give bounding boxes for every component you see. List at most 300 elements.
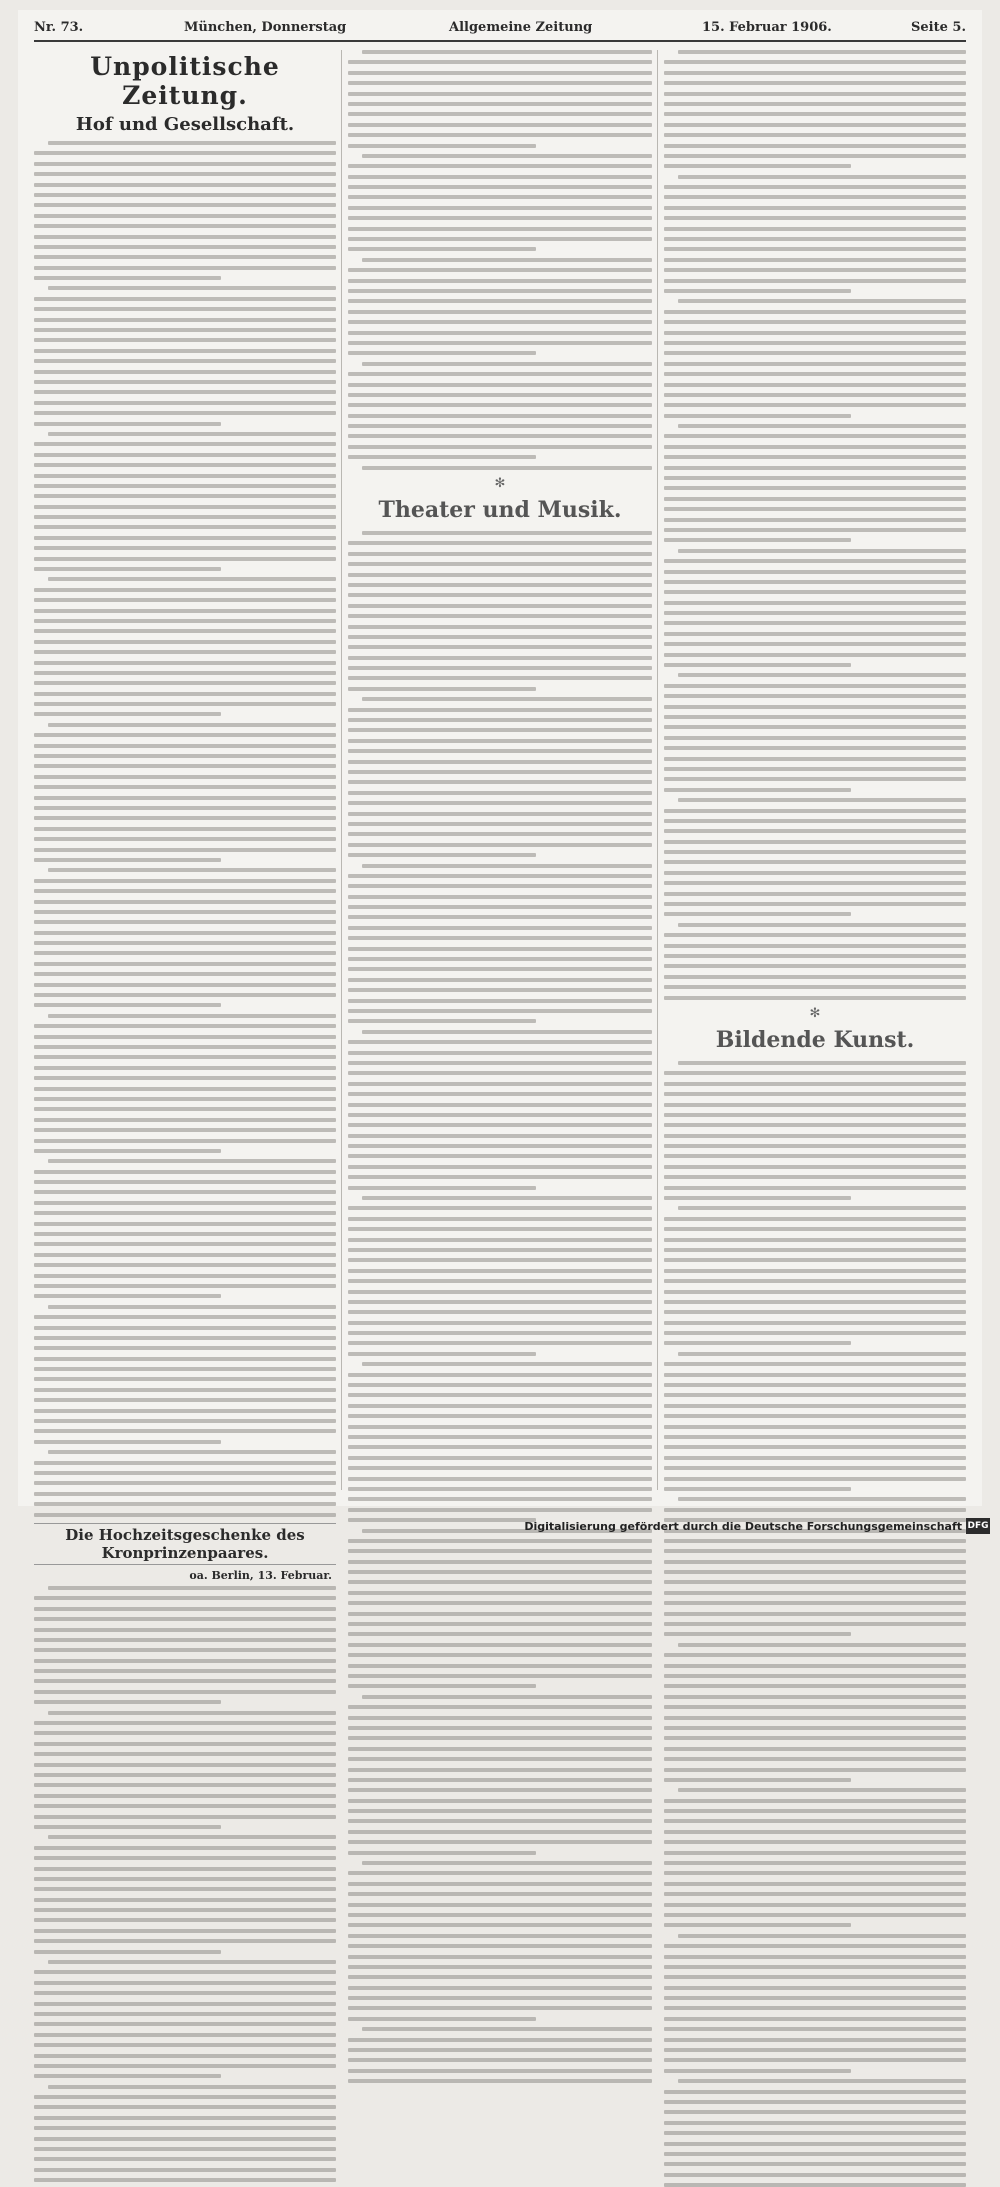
text-line <box>348 936 652 940</box>
text-line <box>664 570 966 574</box>
text-line <box>664 1487 851 1491</box>
text-line <box>664 1196 851 1200</box>
text-line <box>664 372 966 376</box>
text-line <box>348 1352 536 1356</box>
text-line <box>348 1892 652 1896</box>
text-line <box>664 1819 966 1823</box>
text-line <box>348 1684 536 1688</box>
text-line <box>34 671 336 675</box>
text-line <box>664 725 966 729</box>
text-line <box>664 829 966 833</box>
text-line <box>348 884 652 888</box>
text-line <box>664 1466 966 1470</box>
text-line <box>664 1425 966 1429</box>
text-line <box>664 1903 966 1907</box>
text-line <box>664 1175 966 1179</box>
text-line <box>348 393 652 397</box>
text-line <box>34 1628 336 1632</box>
text-line <box>664 403 966 407</box>
text-line <box>348 1487 652 1491</box>
article-body <box>348 531 652 2083</box>
text-line <box>664 1248 966 1252</box>
text-line <box>348 832 652 836</box>
text-line <box>348 1435 652 1439</box>
text-line <box>348 1809 652 1813</box>
text-line <box>348 760 652 764</box>
text-line <box>664 538 851 542</box>
text-line <box>664 819 966 823</box>
text-line <box>34 588 336 592</box>
text-line <box>34 2095 336 2099</box>
text-line <box>664 1321 966 1325</box>
text-line <box>678 1497 966 1501</box>
text-line <box>664 268 966 272</box>
text-line <box>348 1238 652 1242</box>
text-line <box>34 1794 336 1798</box>
text-line <box>348 1664 652 1668</box>
text-line <box>348 1310 652 1314</box>
dateline: oa. Berlin, 13. Februar. <box>189 1568 332 1582</box>
text-line <box>348 1227 652 1231</box>
text-line <box>34 266 336 270</box>
text-line <box>34 474 336 478</box>
text-line <box>348 445 652 449</box>
text-line <box>664 559 966 563</box>
text-line <box>348 268 652 272</box>
text-line <box>34 505 336 509</box>
text-line <box>48 1014 336 1018</box>
text-line <box>34 349 336 353</box>
text-line <box>348 1186 536 1190</box>
text-line <box>664 2183 966 2187</box>
text-line <box>664 1269 966 1273</box>
text-line <box>34 1804 336 1808</box>
text-line <box>34 650 336 654</box>
text-line <box>664 455 966 459</box>
text-line <box>348 656 652 660</box>
place-day: München, Donnerstag <box>184 20 347 35</box>
text-line <box>348 2079 652 2083</box>
text-line <box>664 2162 966 2166</box>
text-line <box>34 1513 336 1517</box>
text-line <box>348 1497 652 1501</box>
text-line <box>348 728 652 732</box>
text-line <box>348 1851 536 1855</box>
text-line <box>34 806 336 810</box>
text-line <box>664 902 966 906</box>
text-line <box>48 1450 336 1454</box>
text-line <box>664 860 966 864</box>
text-line <box>664 601 966 605</box>
text-line <box>664 1622 966 1626</box>
text-line <box>34 380 336 384</box>
text-line <box>664 195 966 199</box>
text-line <box>34 951 336 955</box>
text-line <box>664 1414 966 1418</box>
text-line <box>34 1201 336 1205</box>
text-line <box>362 697 652 701</box>
text-line <box>34 1139 336 1143</box>
column-rule <box>657 50 658 1490</box>
text-line <box>664 258 966 262</box>
text-line <box>664 1383 966 1387</box>
text-line <box>664 2152 966 2156</box>
text-line <box>664 1331 966 1335</box>
text-line <box>678 175 966 179</box>
text-line <box>34 2178 336 2182</box>
text-line <box>34 764 336 768</box>
text-line <box>348 999 652 1003</box>
text-line <box>348 604 652 608</box>
text-line <box>34 1815 336 1819</box>
article-body <box>34 141 336 1517</box>
text-line <box>348 289 652 293</box>
text-line <box>664 362 966 366</box>
text-line <box>348 1944 652 1948</box>
text-line <box>34 1461 336 1465</box>
text-line <box>34 1679 336 1683</box>
text-line <box>34 1222 336 1226</box>
text-line <box>664 1955 966 1959</box>
text-line <box>348 455 536 459</box>
text-line <box>664 2090 966 2094</box>
text-line <box>664 289 851 293</box>
text-line <box>34 1149 221 1153</box>
text-line <box>34 1721 336 1725</box>
text-line <box>48 1586 336 1590</box>
text-line <box>348 1383 652 1387</box>
text-line <box>678 299 966 303</box>
text-line <box>34 2002 336 2006</box>
text-line <box>48 1711 336 1715</box>
text-line <box>348 1788 652 1792</box>
text-line <box>664 590 966 594</box>
column-3 <box>664 50 966 1490</box>
text-line <box>664 1227 966 1231</box>
text-line <box>664 871 966 875</box>
text-line <box>348 1955 652 1959</box>
text-line <box>48 1159 336 1163</box>
text-line <box>362 2027 652 2031</box>
text-line <box>348 1674 652 1678</box>
text-line <box>664 975 966 979</box>
text-line <box>348 905 652 909</box>
text-line <box>664 1445 966 1449</box>
article-body <box>34 1586 336 2182</box>
running-header <box>34 16 966 42</box>
text-line <box>678 1934 966 1938</box>
text-line <box>348 1549 652 1553</box>
text-line <box>34 1773 336 1777</box>
text-line <box>348 310 652 314</box>
text-line <box>664 944 966 948</box>
subsection-title: Hof und Gesellschaft. <box>75 114 295 135</box>
text-line <box>348 1975 652 1979</box>
text-line <box>664 809 966 813</box>
text-line <box>664 434 966 438</box>
text-line <box>664 2058 966 2062</box>
text-line <box>664 351 966 355</box>
text-line <box>678 2079 966 2083</box>
text-line <box>664 1217 966 1221</box>
text-line <box>348 1082 652 1086</box>
text-line <box>34 1440 221 1444</box>
text-line <box>664 1892 966 1896</box>
text-line <box>664 1549 966 1553</box>
text-line <box>348 1622 652 1626</box>
text-line <box>664 1757 966 1761</box>
text-line <box>34 816 336 820</box>
text-line <box>34 1638 336 1642</box>
text-line <box>34 276 221 280</box>
text-line <box>34 214 336 218</box>
text-line <box>348 1840 652 1844</box>
text-line <box>664 642 966 646</box>
text-line <box>348 593 652 597</box>
text-line <box>664 1341 851 1345</box>
text-line <box>34 2074 221 2078</box>
text-line <box>664 1477 966 1481</box>
text-line <box>34 1419 336 1423</box>
text-line <box>664 1632 851 1636</box>
text-line <box>34 1825 221 1829</box>
text-line <box>664 1768 966 1772</box>
text-line <box>664 2121 966 2125</box>
text-line <box>348 1269 652 1273</box>
text-line <box>348 2017 536 2021</box>
text-line <box>34 1783 336 1787</box>
text-line <box>664 2131 966 2135</box>
text-line <box>34 2157 336 2161</box>
text-line <box>34 536 336 540</box>
text-line <box>664 2100 966 2104</box>
text-line <box>34 910 336 914</box>
text-line <box>348 1154 652 1158</box>
text-line <box>664 331 966 335</box>
text-line <box>34 484 336 488</box>
text-line <box>664 757 966 761</box>
text-line <box>34 744 336 748</box>
text-line <box>664 1716 966 1720</box>
text-line <box>348 60 652 64</box>
text-line <box>34 775 336 779</box>
text-line <box>348 967 652 971</box>
text-line <box>34 920 336 924</box>
text-line <box>664 1539 966 1543</box>
text-line <box>348 102 652 106</box>
text-line <box>34 2033 336 2037</box>
text-line <box>348 71 652 75</box>
text-line <box>664 1684 966 1688</box>
text-line <box>664 310 966 314</box>
text-line <box>664 611 966 615</box>
text-line <box>348 1040 652 1044</box>
text-line <box>664 102 966 106</box>
text-line <box>348 133 652 137</box>
text-line <box>664 777 966 781</box>
text-line <box>664 881 966 885</box>
text-line <box>664 1653 966 1657</box>
text-line <box>664 2173 966 2177</box>
text-line <box>664 746 966 750</box>
text-line <box>664 694 966 698</box>
text-line <box>34 1232 336 1236</box>
text-line <box>48 868 336 872</box>
text-line <box>664 2017 966 2021</box>
text-line <box>34 2043 336 2047</box>
text-line <box>34 629 336 633</box>
text-line <box>664 1362 966 1366</box>
text-line <box>362 864 652 868</box>
text-line <box>348 341 652 345</box>
text-line <box>34 1253 336 1257</box>
text-line <box>34 1690 336 1694</box>
text-line <box>664 705 966 709</box>
text-line <box>34 1024 336 1028</box>
text-line <box>348 1258 652 1262</box>
text-line <box>34 692 336 696</box>
text-line <box>348 1061 652 1065</box>
text-line <box>348 279 652 283</box>
text-line <box>664 1456 966 1460</box>
text-line <box>664 933 966 937</box>
text-line <box>348 1404 652 1408</box>
text-line <box>34 1357 336 1361</box>
text-line <box>348 791 652 795</box>
text-line <box>348 1705 652 1709</box>
text-line <box>34 1471 336 1475</box>
text-line <box>348 915 652 919</box>
text-line <box>664 1851 966 1855</box>
text-line <box>664 1830 966 1834</box>
text-line <box>34 1398 336 1402</box>
text-line <box>34 2168 336 2172</box>
text-line <box>348 1591 652 1595</box>
text-line <box>348 1539 652 1543</box>
text-line <box>664 1726 966 1730</box>
text-line <box>34 1190 336 1194</box>
text-line <box>348 112 652 116</box>
text-line <box>348 351 536 355</box>
text-line <box>34 2147 336 2151</box>
text-line <box>664 1975 966 1979</box>
text-line <box>348 92 652 96</box>
text-line <box>34 1481 336 1485</box>
text-line <box>34 546 336 550</box>
text-line <box>664 632 966 636</box>
text-line <box>348 2038 652 2042</box>
text-line <box>664 1508 966 1512</box>
text-line <box>348 414 652 418</box>
section-divider: ✻ <box>809 1005 821 1021</box>
text-line <box>34 661 336 665</box>
text-line <box>34 1211 336 1215</box>
text-line <box>34 151 336 155</box>
text-line <box>348 1643 652 1647</box>
text-line <box>34 1939 336 1943</box>
text-line <box>34 567 221 571</box>
text-line <box>48 1835 336 1839</box>
text-line <box>34 1170 336 1174</box>
text-line <box>678 1206 966 1210</box>
text-line <box>348 2069 652 2073</box>
text-line <box>664 154 966 158</box>
text-line <box>678 424 966 428</box>
text-line <box>664 414 851 418</box>
text-line <box>34 827 336 831</box>
text-line <box>348 1560 652 1564</box>
text-line <box>348 383 652 387</box>
text-line <box>348 1248 652 1252</box>
text-line <box>348 947 652 951</box>
text-line <box>664 663 851 667</box>
text-line <box>48 2085 336 2089</box>
text-line <box>664 954 966 958</box>
text-line <box>348 1414 652 1418</box>
text-line <box>348 1206 652 1210</box>
text-line <box>664 1165 966 1169</box>
text-line <box>348 1871 652 1875</box>
text-line <box>348 822 652 826</box>
text-line <box>348 812 652 816</box>
text-line <box>34 2012 336 2016</box>
article-body <box>348 50 652 470</box>
text-line <box>34 2064 336 2068</box>
text-line <box>348 1092 652 1096</box>
text-line <box>664 1871 966 1875</box>
text-line <box>664 92 966 96</box>
text-line <box>348 1819 652 1823</box>
text-line <box>664 1913 966 1917</box>
text-line <box>664 1612 966 1616</box>
column-rule <box>341 50 342 1490</box>
text-line <box>34 640 336 644</box>
text-line <box>348 645 652 649</box>
text-line <box>34 858 221 862</box>
text-line <box>664 1778 851 1782</box>
text-line <box>348 552 652 556</box>
text-line <box>34 318 336 322</box>
text-line <box>348 1477 652 1481</box>
text-line <box>34 1898 336 1902</box>
text-line <box>348 1134 652 1138</box>
text-line <box>34 1970 336 1974</box>
issue-number: Nr. 73. <box>34 20 84 35</box>
text-line <box>34 733 336 737</box>
text-line <box>348 2006 652 2010</box>
text-line <box>664 767 966 771</box>
text-line <box>34 1991 336 1995</box>
text-line <box>34 889 336 893</box>
text-line <box>362 466 652 470</box>
text-line <box>34 1742 336 1746</box>
text-line <box>48 577 336 581</box>
text-line <box>34 1367 336 1371</box>
text-line <box>348 1923 652 1927</box>
text-line <box>34 1846 336 1850</box>
text-line <box>34 370 336 374</box>
text-line <box>34 1929 336 1933</box>
text-line <box>34 931 336 935</box>
text-line <box>48 432 336 436</box>
text-line <box>664 1134 966 1138</box>
text-line <box>348 206 652 210</box>
text-line <box>34 1326 336 1330</box>
text-line <box>348 1996 652 2000</box>
text-line <box>34 712 221 716</box>
text-line <box>48 286 336 290</box>
text-line <box>34 1867 336 1871</box>
